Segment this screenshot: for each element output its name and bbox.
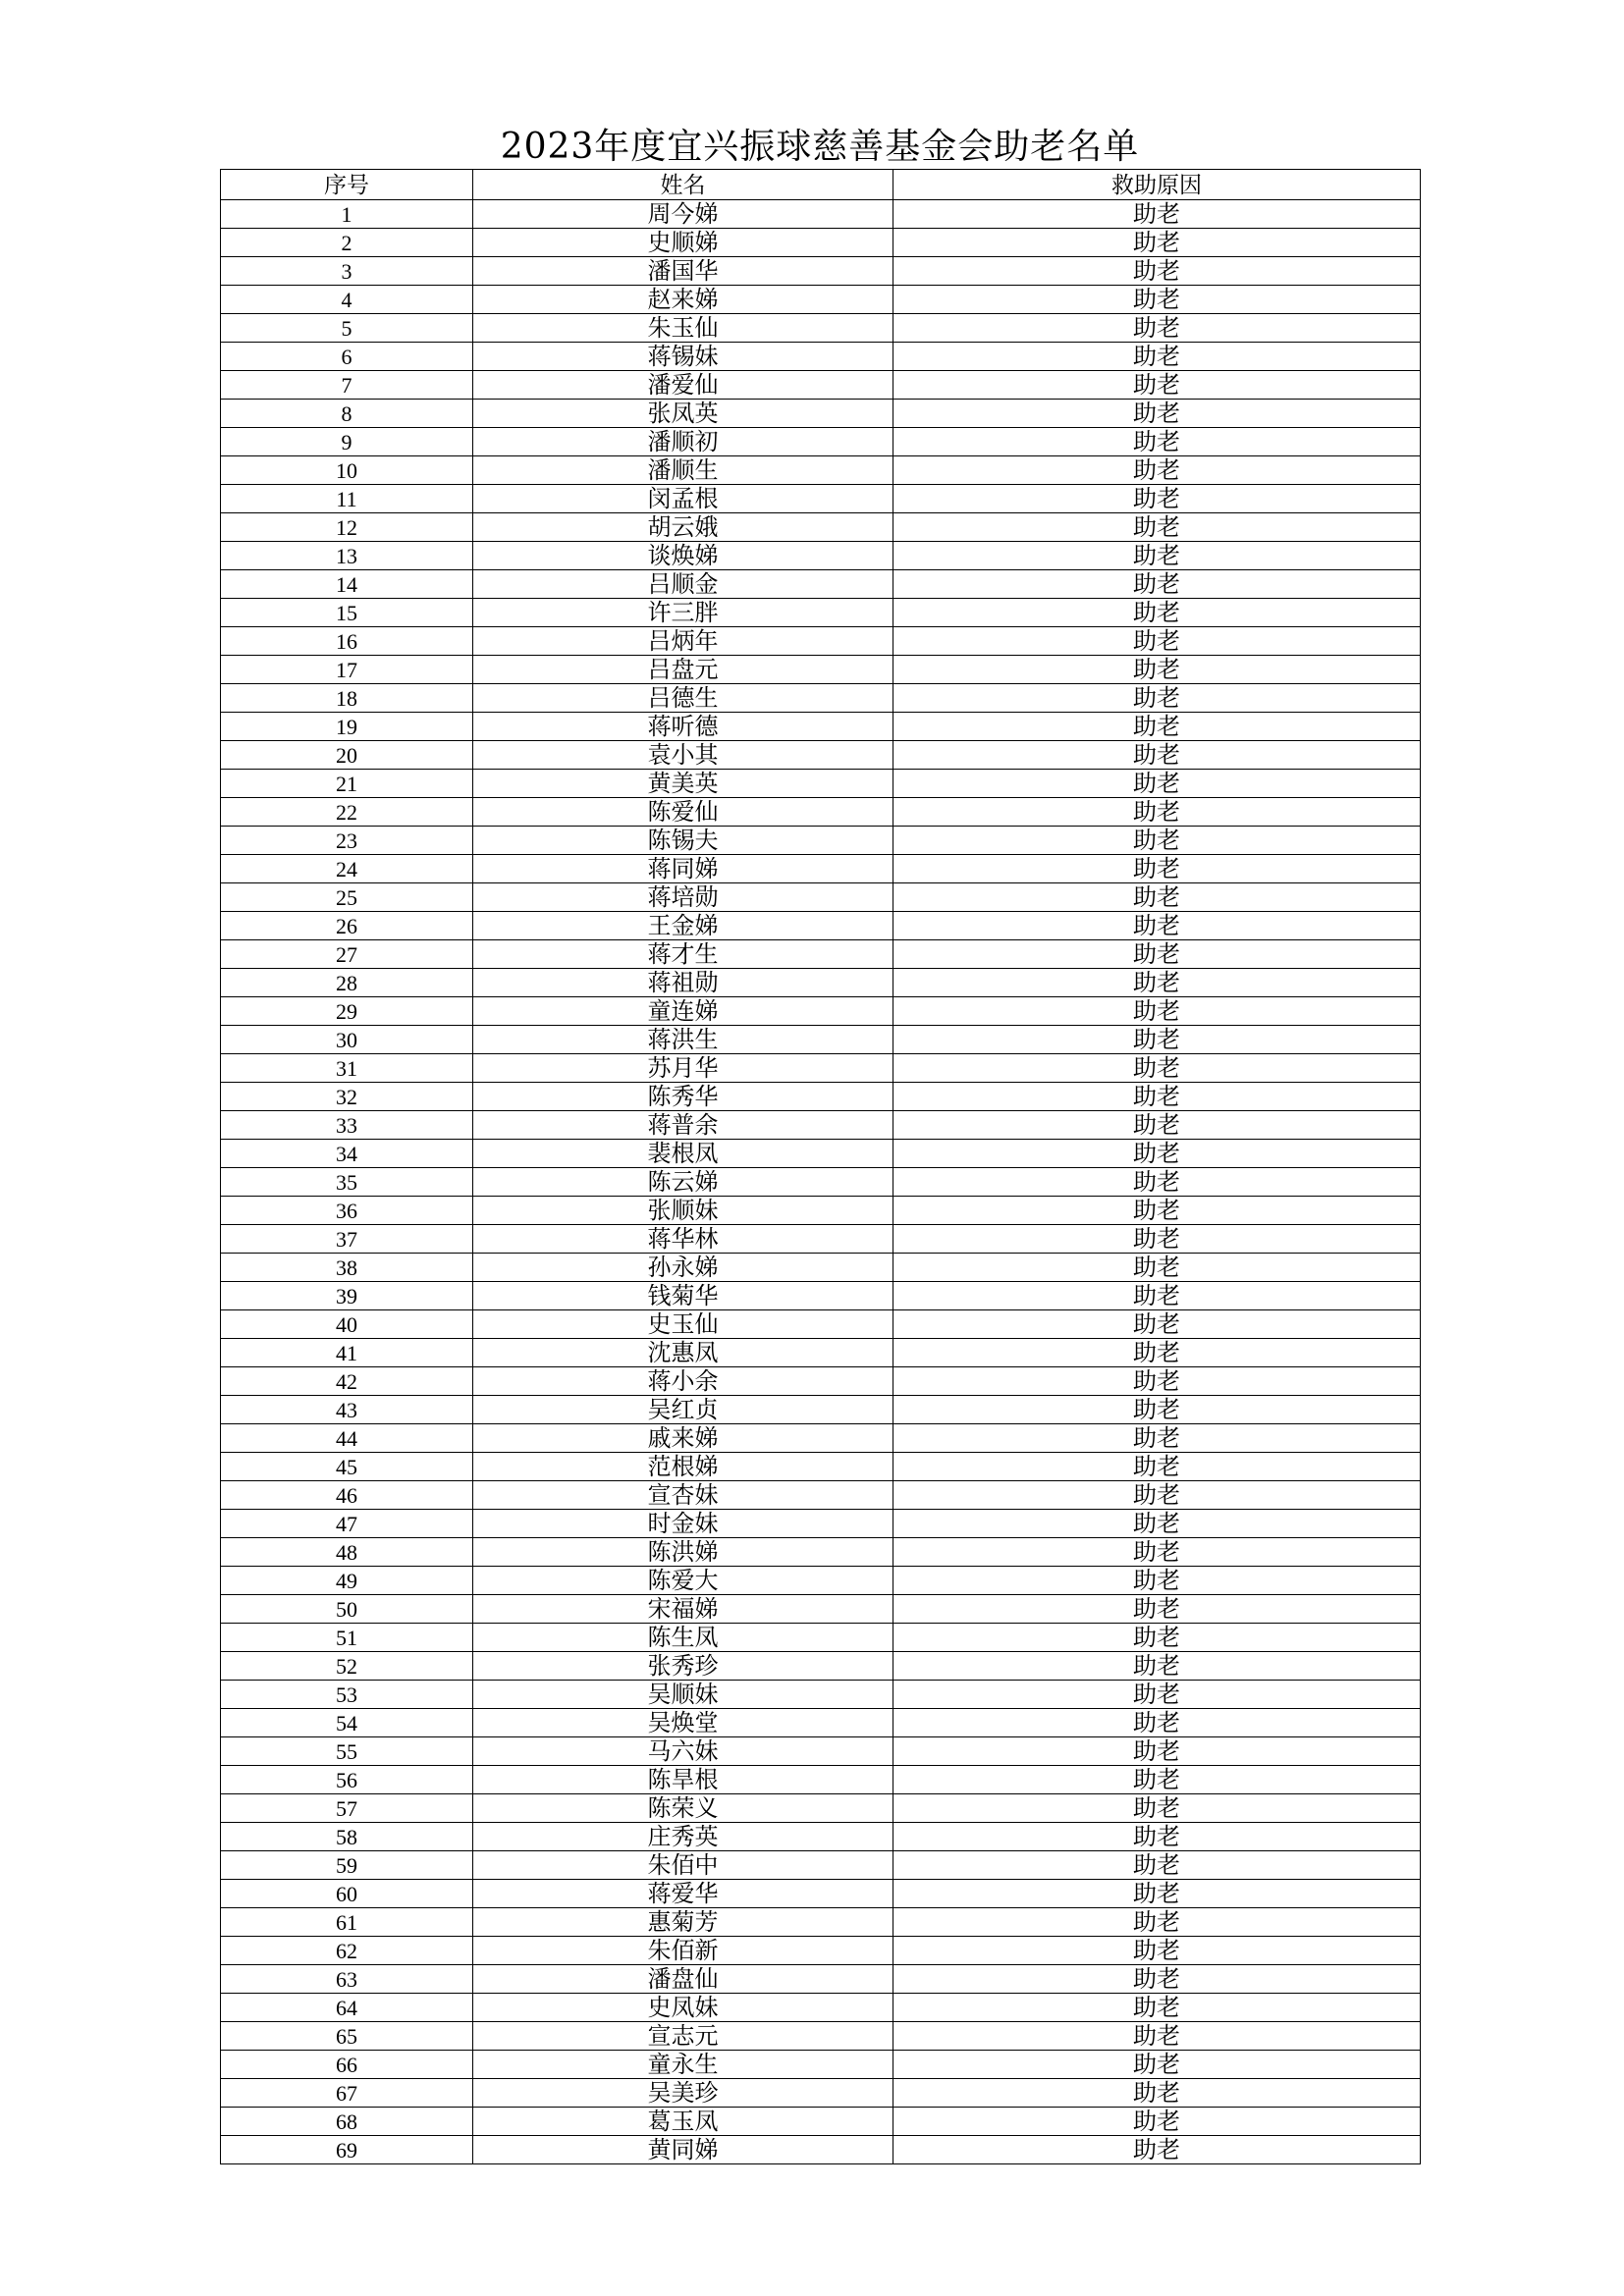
cell-seq: 60	[221, 1880, 473, 1908]
cell-seq: 27	[221, 940, 473, 969]
cell-reason: 助老	[893, 770, 1421, 798]
table-row	[221, 1424, 1421, 1453]
table-row	[221, 1481, 1421, 1510]
cell-reason: 助老	[893, 2051, 1421, 2079]
cell-seq: 31	[221, 1054, 473, 1083]
table-row	[221, 1197, 1421, 1225]
table-row	[221, 1681, 1421, 1709]
cell-reason: 助老	[893, 656, 1421, 684]
cell-reason: 助老	[893, 2079, 1421, 2108]
table-row	[221, 1880, 1421, 1908]
table-row	[221, 1111, 1421, 1140]
cell-name: 吴顺妹	[473, 1681, 893, 1709]
cell-reason: 助老	[893, 1254, 1421, 1282]
column-header-reason: 救助原因	[893, 170, 1421, 200]
cell-seq: 3	[221, 257, 473, 286]
table-row	[221, 2022, 1421, 2051]
cell-name: 吕德生	[473, 684, 893, 713]
cell-name: 钱菊华	[473, 1282, 893, 1310]
table-row	[221, 257, 1421, 286]
table-row	[221, 1083, 1421, 1111]
cell-seq: 30	[221, 1026, 473, 1054]
cell-reason: 助老	[893, 1851, 1421, 1880]
cell-name: 史顺娣	[473, 229, 893, 257]
table-row	[221, 1510, 1421, 1538]
cell-reason: 助老	[893, 713, 1421, 741]
table-row	[221, 627, 1421, 656]
table-row	[221, 1538, 1421, 1567]
cell-name: 潘爱仙	[473, 371, 893, 400]
cell-reason: 助老	[893, 1880, 1421, 1908]
table-row	[221, 400, 1421, 428]
cell-name: 吕盘元	[473, 656, 893, 684]
cell-reason: 助老	[893, 1823, 1421, 1851]
cell-seq: 5	[221, 314, 473, 343]
cell-reason: 助老	[893, 1225, 1421, 1254]
cell-seq: 23	[221, 827, 473, 855]
cell-reason: 助老	[893, 371, 1421, 400]
cell-name: 蒋洪生	[473, 1026, 893, 1054]
table-row	[221, 1026, 1421, 1054]
cell-seq: 56	[221, 1766, 473, 1794]
cell-reason: 助老	[893, 1794, 1421, 1823]
cell-seq: 57	[221, 1794, 473, 1823]
cell-seq: 54	[221, 1709, 473, 1737]
cell-name: 陈洪娣	[473, 1538, 893, 1567]
cell-name: 时金妹	[473, 1510, 893, 1538]
table-row	[221, 684, 1421, 713]
table-row	[221, 770, 1421, 798]
cell-name: 裴根凤	[473, 1140, 893, 1168]
cell-reason: 助老	[893, 286, 1421, 314]
cell-reason: 助老	[893, 969, 1421, 997]
cell-seq: 36	[221, 1197, 473, 1225]
column-header-seq: 序号	[221, 170, 473, 200]
cell-seq: 48	[221, 1538, 473, 1567]
cell-name: 张凤英	[473, 400, 893, 428]
table-row	[221, 1396, 1421, 1424]
cell-name: 潘顺初	[473, 428, 893, 456]
cell-name: 吕炳年	[473, 627, 893, 656]
table-row	[221, 229, 1421, 257]
cell-name: 潘国华	[473, 257, 893, 286]
cell-name: 张秀珍	[473, 1652, 893, 1681]
table-row	[221, 912, 1421, 940]
cell-name: 周今娣	[473, 200, 893, 229]
cell-name: 蒋培勋	[473, 883, 893, 912]
table-row	[221, 1794, 1421, 1823]
cell-reason: 助老	[893, 827, 1421, 855]
cell-name: 陈云娣	[473, 1168, 893, 1197]
cell-name: 闵孟根	[473, 485, 893, 513]
cell-reason: 助老	[893, 1766, 1421, 1794]
table-row	[221, 599, 1421, 627]
beneficiary-table	[220, 169, 1421, 2164]
cell-name: 宋福娣	[473, 1595, 893, 1624]
cell-name: 沈惠凤	[473, 1339, 893, 1367]
cell-reason: 助老	[893, 855, 1421, 883]
cell-name: 陈荣义	[473, 1794, 893, 1823]
table-row	[221, 456, 1421, 485]
cell-seq: 40	[221, 1310, 473, 1339]
cell-reason: 助老	[893, 997, 1421, 1026]
cell-name: 陈爱仙	[473, 798, 893, 827]
cell-seq: 47	[221, 1510, 473, 1538]
cell-seq: 2	[221, 229, 473, 257]
cell-name: 蒋听德	[473, 713, 893, 741]
cell-reason: 助老	[893, 400, 1421, 428]
cell-seq: 64	[221, 1994, 473, 2022]
table-row	[221, 798, 1421, 827]
cell-reason: 助老	[893, 1282, 1421, 1310]
cell-seq: 10	[221, 456, 473, 485]
table-row	[221, 1140, 1421, 1168]
cell-name: 潘顺生	[473, 456, 893, 485]
table-row	[221, 1168, 1421, 1197]
cell-seq: 20	[221, 741, 473, 770]
cell-reason: 助老	[893, 1965, 1421, 1994]
cell-reason: 助老	[893, 1624, 1421, 1652]
cell-seq: 21	[221, 770, 473, 798]
cell-seq: 35	[221, 1168, 473, 1197]
table-row	[221, 883, 1421, 912]
table-row	[221, 2079, 1421, 2108]
cell-name: 蒋才生	[473, 940, 893, 969]
cell-seq: 61	[221, 1908, 473, 1937]
cell-seq: 24	[221, 855, 473, 883]
cell-reason: 助老	[893, 1453, 1421, 1481]
table-row	[221, 1595, 1421, 1624]
cell-reason: 助老	[893, 627, 1421, 656]
table-row	[221, 940, 1421, 969]
table-row	[221, 1310, 1421, 1339]
cell-seq: 25	[221, 883, 473, 912]
cell-name: 童连娣	[473, 997, 893, 1026]
cell-reason: 助老	[893, 883, 1421, 912]
table-row	[221, 1225, 1421, 1254]
table-row	[221, 997, 1421, 1026]
table-row	[221, 513, 1421, 542]
cell-reason: 助老	[893, 1367, 1421, 1396]
cell-name: 吴红贞	[473, 1396, 893, 1424]
cell-name: 葛玉凤	[473, 2108, 893, 2136]
cell-reason: 助老	[893, 1339, 1421, 1367]
cell-reason: 助老	[893, 741, 1421, 770]
cell-seq: 6	[221, 343, 473, 371]
cell-name: 许三胖	[473, 599, 893, 627]
cell-reason: 助老	[893, 1567, 1421, 1595]
cell-reason: 助老	[893, 1083, 1421, 1111]
cell-reason: 助老	[893, 1111, 1421, 1140]
cell-seq: 22	[221, 798, 473, 827]
cell-seq: 1	[221, 200, 473, 229]
cell-reason: 助老	[893, 1994, 1421, 2022]
cell-reason: 助老	[893, 2136, 1421, 2164]
cell-seq: 55	[221, 1737, 473, 1766]
table-row	[221, 1254, 1421, 1282]
cell-reason: 助老	[893, 1595, 1421, 1624]
cell-reason: 助老	[893, 1026, 1421, 1054]
cell-name: 孙永娣	[473, 1254, 893, 1282]
cell-name: 苏月华	[473, 1054, 893, 1083]
cell-name: 朱佰中	[473, 1851, 893, 1880]
cell-reason: 助老	[893, 513, 1421, 542]
cell-seq: 45	[221, 1453, 473, 1481]
cell-seq: 29	[221, 997, 473, 1026]
cell-seq: 53	[221, 1681, 473, 1709]
cell-seq: 66	[221, 2051, 473, 2079]
cell-name: 史凤妹	[473, 1994, 893, 2022]
cell-seq: 18	[221, 684, 473, 713]
cell-name: 赵来娣	[473, 286, 893, 314]
cell-seq: 28	[221, 969, 473, 997]
cell-seq: 34	[221, 1140, 473, 1168]
table-row	[221, 2108, 1421, 2136]
cell-name: 蒋普余	[473, 1111, 893, 1140]
cell-reason: 助老	[893, 1424, 1421, 1453]
table-row	[221, 1367, 1421, 1396]
cell-seq: 38	[221, 1254, 473, 1282]
cell-seq: 50	[221, 1595, 473, 1624]
cell-seq: 42	[221, 1367, 473, 1396]
cell-seq: 69	[221, 2136, 473, 2164]
cell-name: 惠菊芳	[473, 1908, 893, 1937]
cell-reason: 助老	[893, 1937, 1421, 1965]
cell-reason: 助老	[893, 1481, 1421, 1510]
cell-name: 朱玉仙	[473, 314, 893, 343]
cell-reason: 助老	[893, 1054, 1421, 1083]
table-row	[221, 1567, 1421, 1595]
cell-name: 陈秀华	[473, 1083, 893, 1111]
cell-name: 黄同娣	[473, 2136, 893, 2164]
table-row	[221, 1709, 1421, 1737]
cell-name: 胡云娥	[473, 513, 893, 542]
cell-name: 潘盘仙	[473, 1965, 893, 1994]
cell-name: 袁小其	[473, 741, 893, 770]
cell-name: 陈生凤	[473, 1624, 893, 1652]
cell-seq: 46	[221, 1481, 473, 1510]
cell-name: 蒋华林	[473, 1225, 893, 1254]
table-row	[221, 1851, 1421, 1880]
cell-reason: 助老	[893, 314, 1421, 343]
cell-name: 童永生	[473, 2051, 893, 2079]
cell-seq: 33	[221, 1111, 473, 1140]
cell-name: 史玉仙	[473, 1310, 893, 1339]
cell-seq: 16	[221, 627, 473, 656]
table-body	[221, 200, 1421, 2164]
table-row	[221, 1766, 1421, 1794]
cell-reason: 助老	[893, 1168, 1421, 1197]
cell-reason: 助老	[893, 485, 1421, 513]
cell-reason: 助老	[893, 2108, 1421, 2136]
cell-reason: 助老	[893, 1737, 1421, 1766]
cell-name: 戚来娣	[473, 1424, 893, 1453]
cell-reason: 助老	[893, 798, 1421, 827]
cell-name: 王金娣	[473, 912, 893, 940]
cell-seq: 52	[221, 1652, 473, 1681]
cell-seq: 9	[221, 428, 473, 456]
table-row	[221, 343, 1421, 371]
cell-reason: 助老	[893, 1709, 1421, 1737]
table-row	[221, 1994, 1421, 2022]
table-row	[221, 314, 1421, 343]
table-row	[221, 542, 1421, 570]
cell-seq: 51	[221, 1624, 473, 1652]
cell-name: 宣志元	[473, 2022, 893, 2051]
cell-name: 朱佰新	[473, 1937, 893, 1965]
cell-reason: 助老	[893, 229, 1421, 257]
cell-seq: 68	[221, 2108, 473, 2136]
cell-reason: 助老	[893, 1140, 1421, 1168]
table-row	[221, 2136, 1421, 2164]
cell-seq: 65	[221, 2022, 473, 2051]
cell-name: 吴美珍	[473, 2079, 893, 2108]
cell-seq: 4	[221, 286, 473, 314]
cell-reason: 助老	[893, 1538, 1421, 1567]
cell-reason: 助老	[893, 542, 1421, 570]
cell-seq: 8	[221, 400, 473, 428]
cell-seq: 12	[221, 513, 473, 542]
cell-reason: 助老	[893, 257, 1421, 286]
cell-name: 陈旱根	[473, 1766, 893, 1794]
cell-reason: 助老	[893, 1681, 1421, 1709]
table-row	[221, 485, 1421, 513]
table-row	[221, 1737, 1421, 1766]
cell-seq: 49	[221, 1567, 473, 1595]
column-header-name: 姓名	[473, 170, 893, 200]
table-row	[221, 741, 1421, 770]
cell-reason: 助老	[893, 1310, 1421, 1339]
cell-reason: 助老	[893, 684, 1421, 713]
table-row	[221, 428, 1421, 456]
cell-name: 宣杏妹	[473, 1481, 893, 1510]
table-row	[221, 827, 1421, 855]
cell-seq: 39	[221, 1282, 473, 1310]
table-row	[221, 1624, 1421, 1652]
cell-reason: 助老	[893, 456, 1421, 485]
cell-seq: 26	[221, 912, 473, 940]
cell-name: 范根娣	[473, 1453, 893, 1481]
table-row	[221, 570, 1421, 599]
table-row	[221, 1823, 1421, 1851]
cell-reason: 助老	[893, 940, 1421, 969]
cell-name: 蒋爱华	[473, 1880, 893, 1908]
cell-seq: 37	[221, 1225, 473, 1254]
table-row	[221, 1652, 1421, 1681]
cell-reason: 助老	[893, 1197, 1421, 1225]
table-row	[221, 969, 1421, 997]
cell-name: 陈爱大	[473, 1567, 893, 1595]
cell-name: 马六妹	[473, 1737, 893, 1766]
cell-seq: 11	[221, 485, 473, 513]
cell-seq: 32	[221, 1083, 473, 1111]
cell-seq: 13	[221, 542, 473, 570]
cell-seq: 62	[221, 1937, 473, 1965]
cell-reason: 助老	[893, 912, 1421, 940]
cell-seq: 59	[221, 1851, 473, 1880]
cell-name: 吴焕堂	[473, 1709, 893, 1737]
cell-name: 陈锡夫	[473, 827, 893, 855]
table-row	[221, 1054, 1421, 1083]
table-row	[221, 855, 1421, 883]
table-row	[221, 1339, 1421, 1367]
cell-seq: 63	[221, 1965, 473, 1994]
table-row	[221, 713, 1421, 741]
table-row	[221, 371, 1421, 400]
table-row	[221, 656, 1421, 684]
table-header-row	[221, 170, 1421, 200]
cell-name: 蒋同娣	[473, 855, 893, 883]
cell-reason: 助老	[893, 1396, 1421, 1424]
table-row	[221, 1282, 1421, 1310]
cell-seq: 15	[221, 599, 473, 627]
page-title: 2023年度宜兴振球慈善基金会助老名单	[500, 127, 1140, 167]
cell-reason: 助老	[893, 2022, 1421, 2051]
cell-seq: 14	[221, 570, 473, 599]
table-row	[221, 286, 1421, 314]
cell-seq: 7	[221, 371, 473, 400]
cell-name: 吕顺金	[473, 570, 893, 599]
cell-reason: 助老	[893, 1908, 1421, 1937]
table-row	[221, 1965, 1421, 1994]
cell-seq: 43	[221, 1396, 473, 1424]
table-row	[221, 200, 1421, 229]
table-row	[221, 1908, 1421, 1937]
cell-seq: 17	[221, 656, 473, 684]
cell-seq: 19	[221, 713, 473, 741]
cell-reason: 助老	[893, 1652, 1421, 1681]
cell-name: 蒋小余	[473, 1367, 893, 1396]
cell-seq: 44	[221, 1424, 473, 1453]
cell-name: 黄美英	[473, 770, 893, 798]
cell-name: 蒋锡妹	[473, 343, 893, 371]
table-row	[221, 1937, 1421, 1965]
cell-seq: 41	[221, 1339, 473, 1367]
cell-name: 蒋祖勋	[473, 969, 893, 997]
cell-reason: 助老	[893, 200, 1421, 229]
cell-reason: 助老	[893, 428, 1421, 456]
cell-seq: 67	[221, 2079, 473, 2108]
cell-name: 庄秀英	[473, 1823, 893, 1851]
cell-reason: 助老	[893, 599, 1421, 627]
table-row	[221, 1453, 1421, 1481]
table-row	[221, 2051, 1421, 2079]
cell-reason: 助老	[893, 343, 1421, 371]
cell-name: 谈焕娣	[473, 542, 893, 570]
cell-seq: 58	[221, 1823, 473, 1851]
cell-reason: 助老	[893, 570, 1421, 599]
cell-reason: 助老	[893, 1510, 1421, 1538]
cell-name: 张顺妹	[473, 1197, 893, 1225]
